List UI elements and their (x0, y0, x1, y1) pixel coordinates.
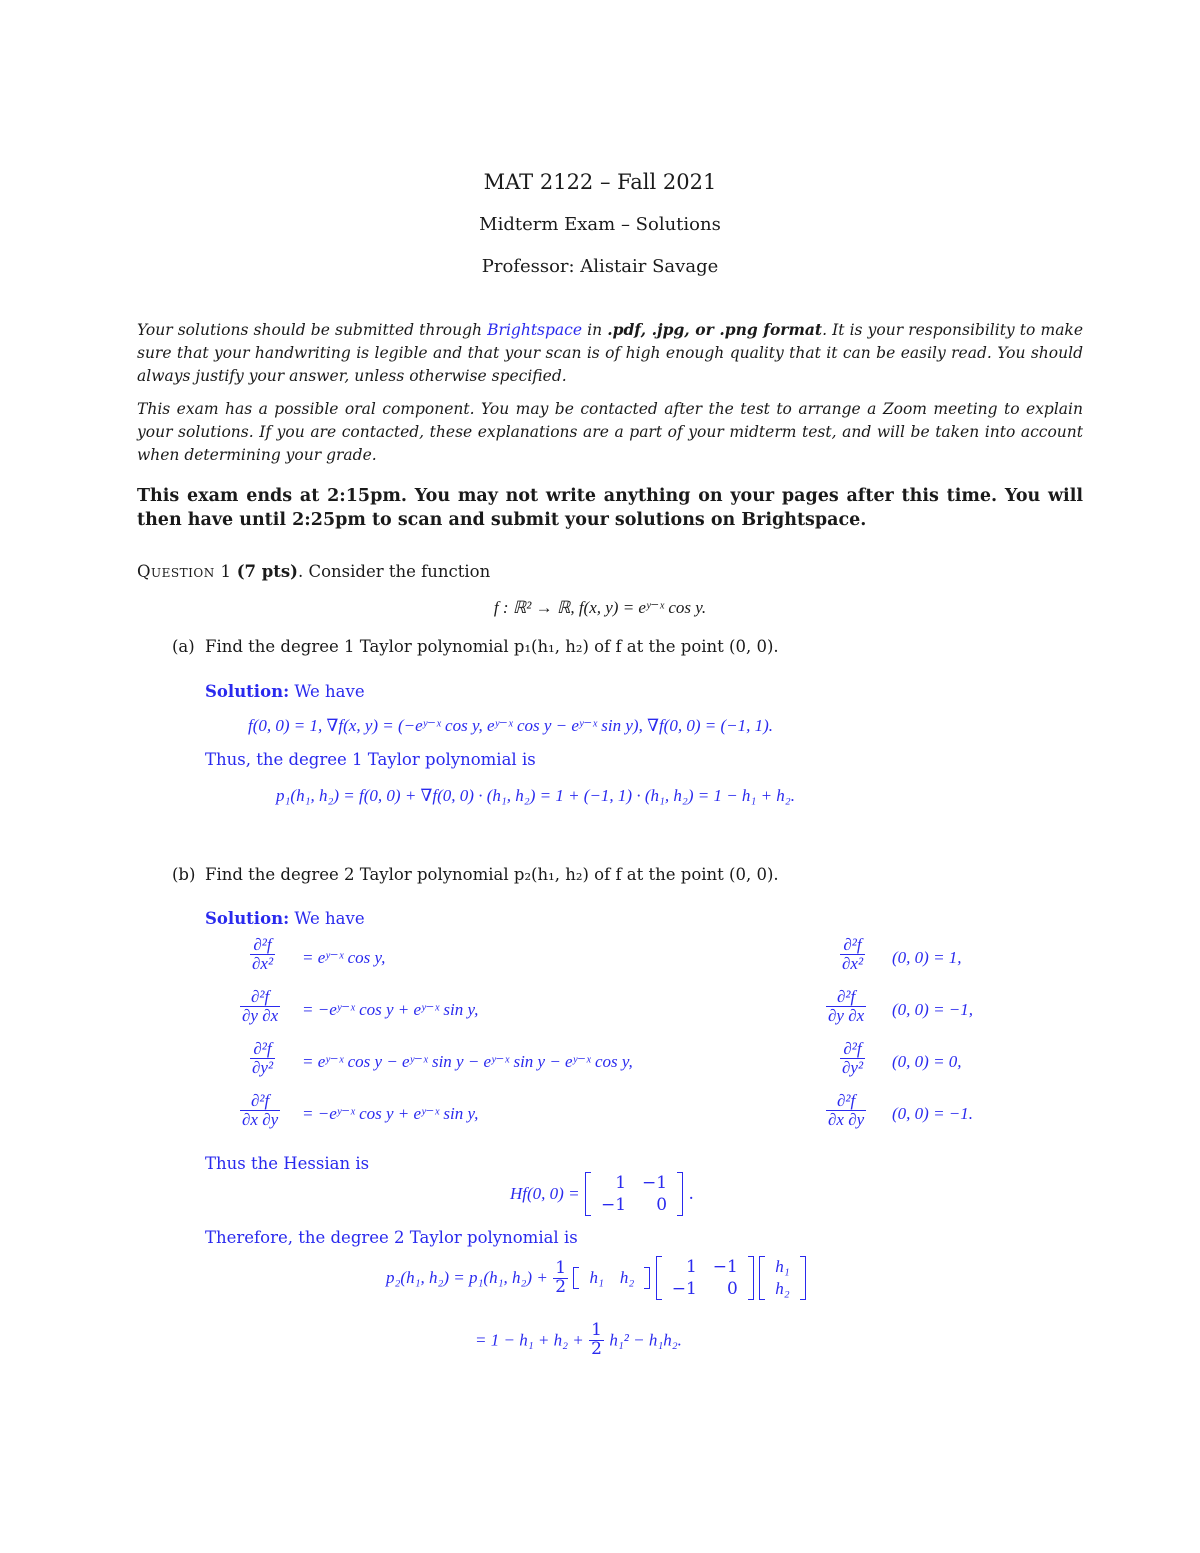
derivative-expression: = eʸ⁻ˣ cos y − eʸ⁻ˣ sin y − eʸ⁻ˣ sin y − eʸ⁻ˣ cos y, (302, 1052, 633, 1071)
derivative-fraction: $\frac{\text{∂²f}}{\partial x \partial y}$ (242, 1091, 279, 1129)
derivative-expression: = eʸ⁻ˣ cos y, (302, 948, 386, 967)
therefore-text: Therefore, the degree 2 Taylor polynomial is (205, 1228, 578, 1247)
part-a-thus-text: Thus, the degree 1 Taylor polynomial is (205, 750, 536, 769)
column-vector: h₁ h₂ (759, 1256, 805, 1300)
derivative-value: (0, 0) = −1. (892, 1104, 974, 1123)
degree-2-polynomial-simplified: = 1 − h₁ + h₂ + $\frac{1}{2}$ h₁² − h₁h₂. (475, 1320, 682, 1359)
degree-2-polynomial: p₂(h₁, h₂) = p₁(h₁, h₂) + $\frac{1}{2}$ h₁ h₂ 1 −1 −1 0 h₁ h₂ (386, 1256, 806, 1300)
hessian-matrix: 1 −1 −1 0 (585, 1172, 683, 1216)
derivative-row (220, 988, 1080, 1033)
derivative-fraction: $\frac{\text{∂²f}}{\partial y \partial x}$ (242, 987, 279, 1025)
part-a-label: (a) (172, 637, 195, 656)
part-a-gradient-line: f(0, 0) = 1, ∇f(x, y) = (−eʸ⁻ˣ cos y, eʸ⁻ˣ cos y − eʸ⁻ˣ sin y), ∇f(0, 0) = (−1, 1). (248, 716, 773, 735)
derivative-value: (0, 0) = 0, (892, 1052, 962, 1071)
professor-line: Professor: Alistair Savage (481, 256, 719, 277)
exam-end-warning: This exam ends at 2:15pm. You may not write anything on your pages after this time. You will then have until 2:25pm to scan and submit your solutions on Brightspace. (137, 486, 1083, 530)
derivative-fraction-eval: $\frac{\text{∂²f}}{\partial y \partial x}$ (828, 987, 865, 1025)
part-a-solution-intro: Solution: We have (205, 682, 365, 701)
instructions-paragraph-2: This exam has a possible oral component. You may be contacted after the test to arrange a Zoom meeting to explain your solutions. If you are contacted, these explanations are a part of your midterm test, and will be taken into account when determining your grade. (137, 400, 1083, 464)
part-b-question: Find the degree 2 Taylor polynomial p₂(h₁, h₂) of f at the point (0, 0). (205, 865, 779, 884)
derivative-row (220, 1040, 1080, 1085)
part-b-label: (b) (172, 865, 196, 884)
derivative-value: (0, 0) = 1, (892, 948, 962, 967)
derivative-fraction-eval: $\frac{\text{∂²f}}{\text{∂y²}}$ (842, 1039, 864, 1077)
row-vector: h₁ h₂ (573, 1267, 650, 1289)
derivative-row (220, 936, 1080, 981)
derivative-fraction-eval: $\frac{\text{∂²f}}{\text{∂x²}}$ (842, 935, 864, 973)
hessian-equation: Hf(0, 0) = 1 −1 −1 0 . (510, 1173, 694, 1215)
question-prompt: . Consider the function (298, 562, 491, 581)
derivative-fraction: $\frac{\text{∂²f}}{\text{∂x²}}$ (252, 935, 274, 973)
hessian-intro: Thus the Hessian is (205, 1154, 370, 1173)
hessian-matrix-repeat: 1 −1 −1 0 (656, 1256, 754, 1300)
question-1-heading (137, 562, 490, 581)
instructions-paragraph-1: Your solutions should be submitted through Brightspace in .pdf, .jpg, or .png format. It is your responsibility to make sure that your handwriting is legible and that your scan is of high enough quality that it can be easily read. You should always justify your answer, unless otherwise specified. (137, 320, 1083, 385)
exam-subtitle: Midterm Exam – Solutions (479, 214, 721, 235)
question-label: Question 1 (137, 562, 232, 581)
part-a-taylor-polynomial: p₁(h₁, h₂) = f(0, 0) + ∇f(0, 0) · (h₁, h₂) = 1 + (−1, 1) · (h₁, h₂) = 1 − h₁ + h₂. (276, 786, 795, 805)
half-fraction: $\frac{1}{2}$ (591, 1320, 602, 1359)
part-b-solution-intro: Solution: We have (205, 909, 365, 928)
derivative-row (220, 1092, 1080, 1137)
question-points: (7 pts) (236, 562, 298, 581)
half-fraction: $\frac{1}{2}$ (555, 1257, 567, 1297)
part-a-question: Find the degree 1 Taylor polynomial p₁(h₁, h₂) of f at the point (0, 0). (205, 637, 779, 656)
derivative-fraction-eval: $\frac{\text{∂²f}}{\partial x \partial y}$ (828, 1091, 865, 1129)
derivative-value: (0, 0) = −1, (892, 1000, 974, 1019)
derivative-fraction: $\frac{\text{∂²f}}{\text{∂y²}}$ (252, 1039, 274, 1077)
derivative-expression: = −eʸ⁻ˣ cos y + eʸ⁻ˣ sin y, (302, 1000, 479, 1019)
page-title: MAT 2122 – Fall 2021 (483, 170, 717, 194)
brightspace-link[interactable]: Brightspace (487, 321, 583, 339)
format-text: .pdf, .jpg, or .png format (607, 320, 823, 339)
derivative-expression: = −eʸ⁻ˣ cos y + eʸ⁻ˣ sin y, (302, 1104, 479, 1123)
function-definition: f : ℝ² → ℝ, f(x, y) = eʸ⁻ˣ cos y. (493, 598, 707, 617)
